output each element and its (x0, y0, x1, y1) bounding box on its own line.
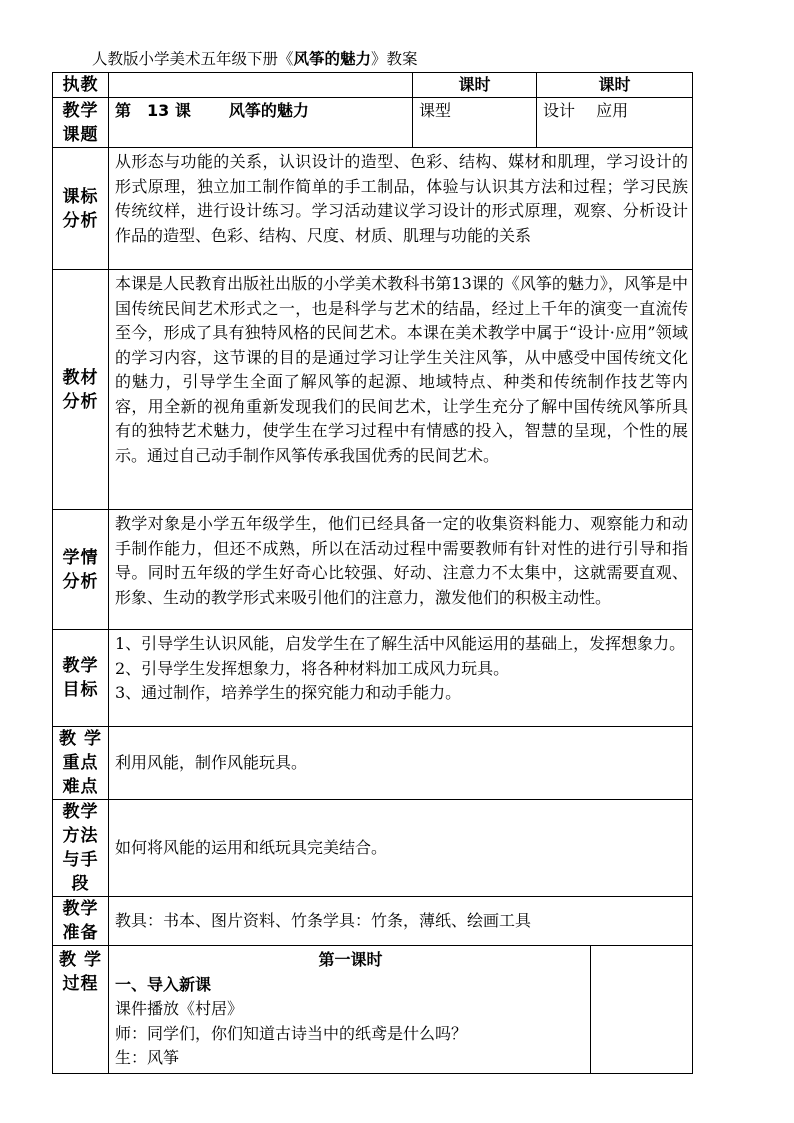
preparation-text: 教具：书本、图片资料、竹条学具：竹条，薄纸、绘画工具 (109, 897, 693, 946)
label-material: 教材 分析 (53, 270, 109, 510)
title-prefix: 人教版小学美术五年级下册《 (92, 50, 294, 68)
row-teacher (53, 73, 693, 98)
students-text: 教学对象是小学五年级学生，他们已经具备一定的收集资料能力、观察能力和动手制作能力，但还不成熟，所以在活动过程中需要教师有针对性的进行引导和指导。同时五年级的学生好奇心比较强、好动、注意力不太集中，这就需要直观、形象、生动的教学形式来吸引他们的注意力，激发他们的积极主动性。 (109, 510, 693, 630)
title-lesson-name: 风筝的魅力 (293, 50, 372, 68)
lesson-hours-label-2: 课时 (537, 73, 693, 98)
label-key-points: 教 学 重点 难点 (53, 727, 109, 800)
process-line: 师：同学们，你们知道古诗当中的纸鸢是什么吗？ (115, 1023, 468, 1043)
goal-item: 3、通过制作，培养学生的探究能力和动手能力。 (115, 683, 462, 702)
goals-list (109, 630, 693, 727)
period-title: 第一课时 (318, 950, 383, 969)
process-content (109, 946, 591, 1074)
row-curriculum (53, 148, 693, 270)
lesson-hours-label-1: 课时 (413, 73, 537, 98)
row-methods (53, 800, 693, 897)
process-notes (591, 946, 693, 1074)
label-process: 教 学 过程 (53, 946, 109, 1074)
process-line: 生：风筝 (115, 1048, 180, 1067)
goal-item: 1、引导学生认识风能，启发学生在了解生活中风能运用的基础上，发挥想象力。 (115, 634, 686, 653)
teacher-value (109, 73, 413, 98)
document-title (92, 48, 692, 70)
row-topic (53, 98, 693, 148)
process-line: 课件播放《村居》 (115, 999, 244, 1018)
row-preparation (53, 897, 693, 946)
lesson-title: 风筝的魅力 (228, 101, 309, 120)
lesson-number: 第 13 课 (115, 101, 191, 120)
label-curriculum: 课标 分析 (53, 148, 109, 270)
key-points-text: 利用风能，制作风能玩具。 (109, 727, 693, 800)
row-students (53, 510, 693, 630)
row-process (53, 946, 693, 1074)
title-suffix: 》教案 (371, 50, 418, 68)
topic-value (109, 98, 413, 148)
lesson-plan-table (52, 72, 693, 1074)
label-goals: 教学 目标 (53, 630, 109, 727)
row-material (53, 270, 693, 510)
lesson-type-label: 课型 (413, 98, 537, 148)
row-goals (53, 630, 693, 727)
lesson-type-value: 设计 应用 (537, 98, 693, 148)
row-key-points (53, 727, 693, 800)
section-title: 一、导入新课 (115, 974, 212, 994)
label-topic: 教学 课题 (53, 98, 109, 148)
curriculum-text: 从形态与功能的关系，认识设计的造型、色彩、结构、媒材和肌理，学习设计的形式原理，独立加工制作简单的手工制品，体验与认识其方法和过程；学习民族传统纹样，进行设计练习。学习活动建议学习设计的形式原理，观察、分析设计作品的造型、色彩、结构、尺度、材质、肌理与功能的关系 (109, 148, 693, 270)
goal-item: 2、引导学生发挥想象力，将各种材料加工成风力玩具。 (115, 658, 510, 678)
methods-text: 如何将风能的运用和纸玩具完美结合。 (109, 800, 693, 897)
label-preparation: 教学 准备 (53, 897, 109, 946)
label-methods: 教学 方法 与手 段 (53, 800, 109, 897)
label-teacher: 执教 (53, 73, 109, 98)
material-text: 本课是人民教育出版社出版的小学美术教科书第13课的《风筝的魅力》，风筝是中国传统民间艺术形式之一，也是科学与艺术的结晶，经过上千年的演变一直流传至今，形成了具有独特风格的民间艺术。本课在美术教学中属于“设计·应用”领域的学习内容，这节课的目的是通过学习让学生关注风筝，从中感受中国传统文化的魅力，引导学生全面了解风筝的起源、地域特点、种类和传统制作技艺等内容，用全新的视角重新发现我们的民间艺术，让学生充分了解中国传统风筝所具有的独特艺术魅力，使学生在学习过程中有情感的投入，智慧的呈现，个性的展示。通过自己动手制作风筝传承我国优秀的民间艺术。 (109, 270, 693, 510)
label-students: 学情 分析 (53, 510, 109, 630)
